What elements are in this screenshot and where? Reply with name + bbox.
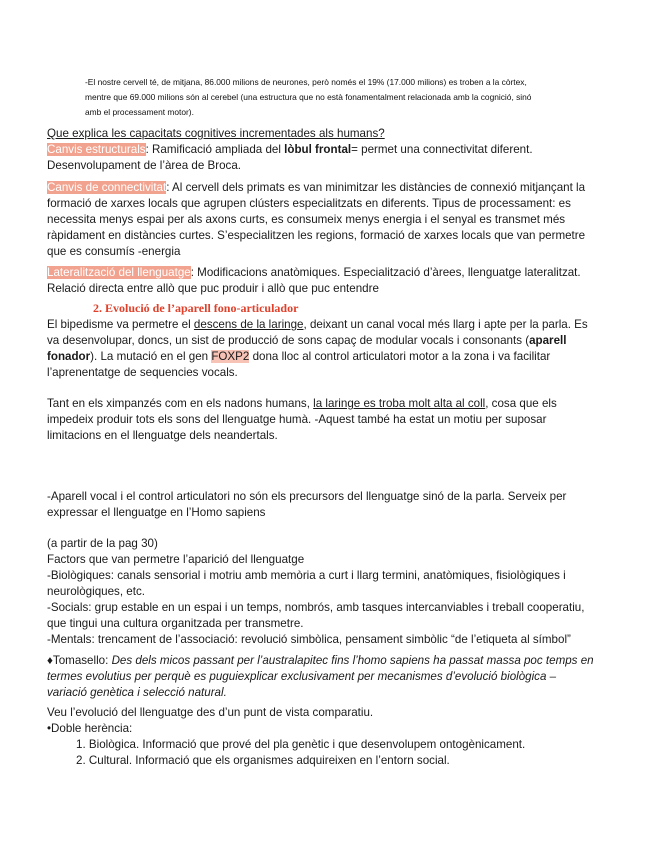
factors-socials-1: -Socials: grup estable en un espai i un temps, nombrós, amb tasques intercanviables i treball cooperatiu, (47, 601, 585, 614)
note-line-3: amb el processament motor). (85, 107, 194, 117)
bipedisme-line-1: El bipedisme va permetre el descens de la laringe, deixant un canal vocal més llarg i apte per la parla. Es (47, 318, 588, 331)
tomasello-line-2: termes evolutius per perquè es puguiexplicar exclusivament per mecanismes d’evolució biològica – (47, 670, 557, 683)
fonador-term: fonador (47, 350, 91, 363)
question-heading: Que explica les capacitats cognitives incrementades als humans? (47, 127, 385, 140)
canvis-connectivitat-line-4: ràpidament en distàncies curtes. S’especialitzen les regions, formació de xarxes locals que van permetre (47, 229, 586, 242)
aparell-vocal-line-1: -Aparell vocal i el control articulatori no són els precursors del llenguatge sinó de la parla. Serveix per (47, 490, 567, 503)
note-line-2: mentre que 69.000 milions són al cerebel (una estructura que no està fonamentalment relacionada amb la cognició, sinó (85, 92, 532, 102)
canvis-connectivitat-line-2: formació de xarxes locals que agrupen clústers especialitzats en diferents. Tipus de processament: es (47, 197, 571, 210)
lateralitzacio-label: Lateralització del llenguatge (47, 266, 191, 279)
ximpanzes-line-1: Tant en els ximpanzés com en els nadons humans, la laringe es troba molt alta al coll, cosa que els (47, 397, 557, 410)
lateralitzacio-line-2: Relació directa entre allò que puc produir i allò que puc entendre (47, 282, 379, 295)
doble-herencia-label: •Doble herència: (47, 722, 133, 735)
factors-biologiques-1: -Biològiques: canals sensorial i motriu amb memòria a curt i llarg termini, anatòmiques, fisiològiques i (47, 569, 566, 582)
canvis-connectivitat-label: Canvis de connectivitat (47, 181, 167, 194)
note-line-1: -El nostre cervell té, de mitjana, 86.000 milions de neurones, però només el 19% (17.000 milions) es troben a la còrtex, (85, 77, 527, 87)
section-2-heading: 2. Evolució de l’aparell fono-articulador (93, 301, 299, 315)
factors-title: Factors que van permetre l’aparició del llenguatge (47, 553, 305, 566)
page-reference: (a partir de la pag 30) (47, 537, 158, 550)
canvis-connectivitat-line-5: que es consumís -energia (47, 245, 181, 258)
lateralitzacio-line-1: Lateralització del llenguatge: Modificacions anatòmiques. Especialització d’àrees, llenguatge lateralitzat. (47, 266, 581, 279)
factors-biologiques-2: neurològiques, etc. (47, 585, 145, 598)
bipedisme-line-3: fonador). La mutació en el gen FOXP2 dona lloc al control articulatori motor a la zona i va facilitar (47, 350, 551, 363)
list-item: 1. Biològica. Informació que prové del pla genètic i que desenvolupem ontogènicament. (76, 738, 526, 751)
foxp2-gene: FOXP2 (211, 350, 250, 363)
ximpanzes-line-2: impedeix produir tots els sons del llenguatge humà. -Aquest també ha estat un motiu per suposar (47, 413, 547, 426)
canvis-estructurals-line-2: Desenvolupament de l’àrea de Broca. (47, 159, 241, 172)
descens-laringe-term: descens de la laringe (193, 318, 304, 331)
aparell-term: aparell (529, 334, 567, 347)
aparell-vocal-line-2: expressar el llenguatge en l’Homo sapiens (47, 506, 266, 519)
list-item: 2. Cultural. Informació que els organismes adquireixen en l’entorn social. (76, 754, 450, 767)
canvis-connectivitat-line-3: necessita menys espai per als axons curts, es consumeix menys energia i el senyal es transmet més (47, 213, 566, 226)
laringe-alta-term: la laringe es troba molt alta al coll (313, 397, 486, 410)
tomasello-line-3: variació genètica i selecció natural. (47, 686, 227, 699)
lobul-frontal-term: lòbul frontal (284, 143, 352, 156)
bipedisme-line-2: va desenvolupar, doncs, un sist de producció de sons capaç de modular vocals i consonants (aparell (47, 334, 567, 347)
canvis-estructurals-label: Canvis estructurals (47, 143, 146, 156)
ximpanzes-line-3: limitacions en el llenguatge dels neandertals. (47, 429, 278, 442)
tomasello-line-1: ♦Tomasello: Des dels micos passant per l’australapitec fins l’homo sapiens ha passat massa poc temps en (47, 654, 594, 667)
comparatiu-line: Veu l’evolució del llenguatge des d’un punt de vista comparatiu. (47, 706, 374, 719)
canvis-connectivitat-line-1: Canvis de connectivitat: Al cervell dels primats es van minimitzar les distàncies de connexió mitjançant la (47, 181, 586, 194)
factors-socials-2: que tingui una cultura organitzada per transmetre. (47, 617, 304, 630)
bipedisme-line-4: l’aprenentatge de sequencies vocals. (47, 366, 238, 379)
factors-mentals: -Mentals: trencament de l’associació: revolució simbòlica, pensament simbòlic “de l’etiqueta al símbol” (47, 633, 571, 646)
canvis-estructurals-line-1: Canvis estructurals: Ramificació ampliada del lòbul frontal= permet una connectivitat diferent. (47, 143, 533, 156)
